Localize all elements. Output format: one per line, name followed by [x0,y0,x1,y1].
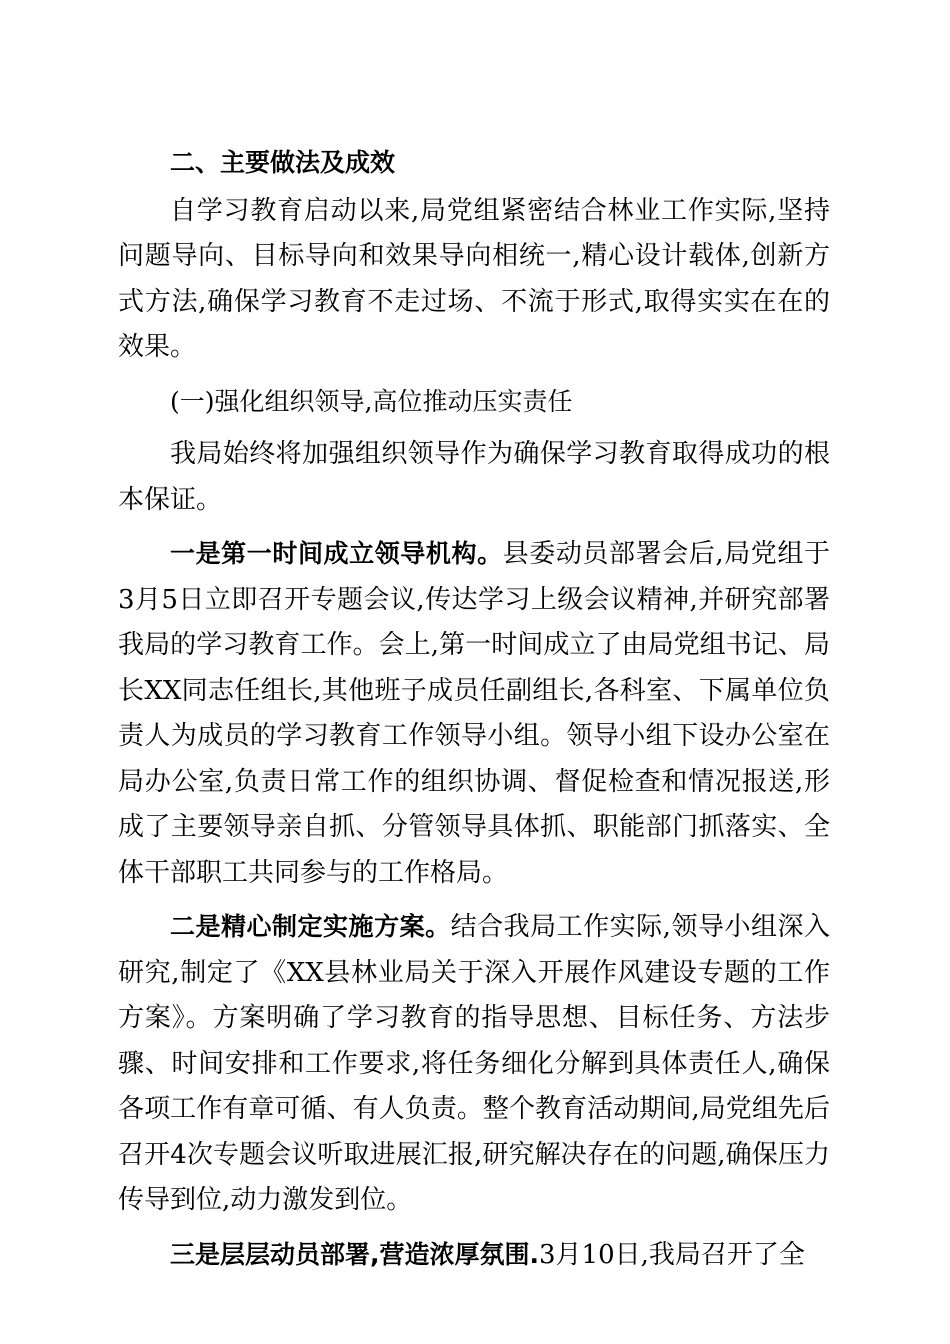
section-heading: 二、主要做法及成效 [170,148,396,177]
item1-paragraph [118,531,830,896]
subsection-intro-paragraph: 我局始终将加强组织领导作为确保学习教育取得成功的根本保证。 [118,439,830,515]
item1-body: 县委动员部署会后,局党组于3月5日立即召开专题会议,传达学习上级会议精神,并研究部署我局的学习教育工作。会上,第一时间成立了由局党组书记、局长XX同志任组长,其他班子成员任副组长,各科室、下属单位负责人为成员的学习教育工作领导小组。领导小组下设办公室在局办公室,负责日常工作的组织协调、督促检查和情况报送,形成了主要领导亲自抓、分管领导具体抓、职能部门抓落实、全体干部职工共同参与的工作格局。 [118,539,830,888]
item3-paragraph [118,1232,830,1279]
item2-paragraph [118,904,830,1224]
item3-body: 3月10日,我局召开了全 [539,1239,805,1270]
item2-lead: 二是精心制定实施方案。 [170,912,451,941]
document-page [118,140,830,1278]
intro-paragraph: 自学习教育启动以来,局党组紧密结合林业工作实际,坚持问题导向、目标导向和效果导向相统一,精心设计载体,创新方式方法,确保学习教育不走过场、不流于形式,取得实实在在的效果。 [118,195,830,362]
item1-lead: 一是第一时间成立领导机构。 [170,539,503,568]
subsection-heading: (一)强化组织领导,高位推动压实责任 [170,386,573,416]
item3-lead: 三是层层动员部署,营造浓厚氛围. [170,1239,539,1269]
item2-body: 结合我局工作实际,领导小组深入研究,制定了《XX县林业局关于深入开展作风建设专题的工作方案》。方案明确了学习教育的指导思想、目标任务、方法步骤、时间安排和工作要求,将任务细化分解到具体责任人,确保各项工作有章可循、有人负责。整个教育活动期间,局党组先后召开4次专题会议听取进展汇报,研究解决存在的问题,确保压力传导到位,动力激发到位。 [118,912,830,1215]
